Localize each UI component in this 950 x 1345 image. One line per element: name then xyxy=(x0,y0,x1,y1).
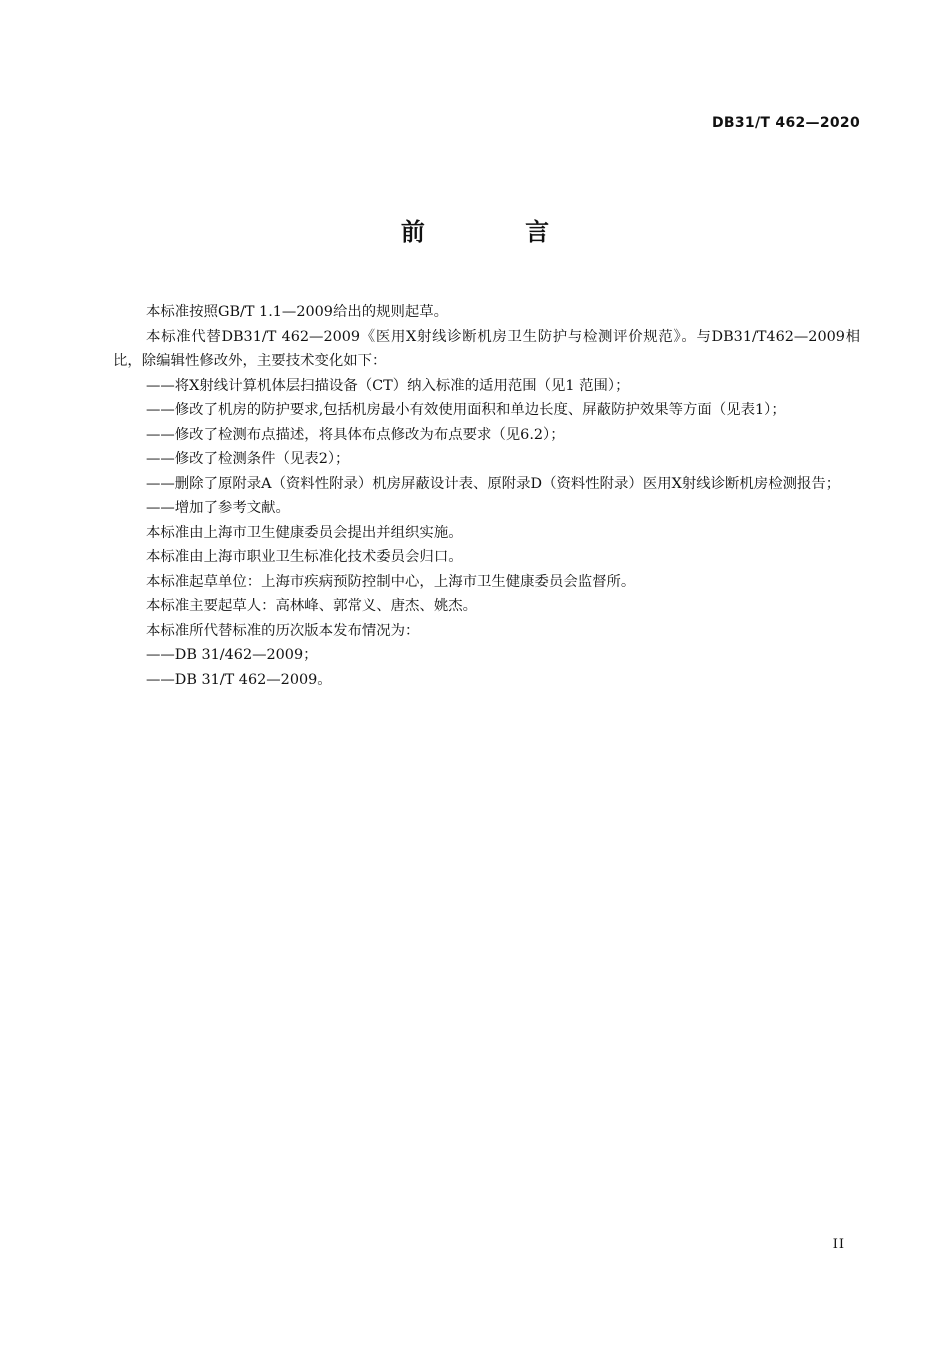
paragraph-drafting-units: 本标准起草单位：上海市疾病预防控制中心，上海市卫生健康委员会监督所。 xyxy=(146,573,636,590)
change-item: ——增加了参考文献。 xyxy=(146,500,290,516)
change-item: ——修改了检测条件（见表2）； xyxy=(146,451,350,467)
history-item: ——DB 31/462—2009； xyxy=(146,647,318,663)
change-item: ——修改了检测布点描述，将具体布点修改为布点要求（见6.2）； xyxy=(146,426,565,443)
paragraph-replacement: 本标准代替DB31/T 462—2009《医用X射线诊断机房卫生防护与检测评价规范》。与DB31/T462—2009相比，除编辑性修改外，主要技术变化如下： xyxy=(113,328,860,369)
document-code: DB31/T 462—2020 xyxy=(712,115,860,131)
history-item: ——DB 31/T 462—2009。 xyxy=(146,671,332,688)
paragraph-drafting-rule: 本标准按照GB/T 1.1—2009给出的规则起草。 xyxy=(146,304,449,320)
paragraph-committee: 本标准由上海市职业卫生标准化技术委员会归口。 xyxy=(146,549,463,565)
change-item: ——修改了机房的防护要求,包括机房最小有效使用面积和单边长度、屏蔽防护效果等方面（见表1）； xyxy=(146,402,786,418)
paragraph-proposer: 本标准由上海市卫生健康委员会提出并组织实施。 xyxy=(146,524,463,541)
foreword-body xyxy=(113,300,860,692)
change-item: ——将X射线计算机体层扫描设备（CT）纳入标准的适用范围（见1 范围）； xyxy=(146,377,630,394)
change-item: ——删除了原附录A（资料性附录）机房屏蔽设计表、原附录D（资料性附录）医用X射线诊断机房检测报告； xyxy=(146,475,841,492)
page-title: 前 言 xyxy=(400,218,596,246)
page-number: II xyxy=(832,1237,845,1252)
paragraph-drafters: 本标准主要起草人：高林峰、郭常义、唐杰、姚杰。 xyxy=(146,598,477,614)
paragraph-history-intro: 本标准所代替标准的历次版本发布情况为： xyxy=(146,622,420,639)
